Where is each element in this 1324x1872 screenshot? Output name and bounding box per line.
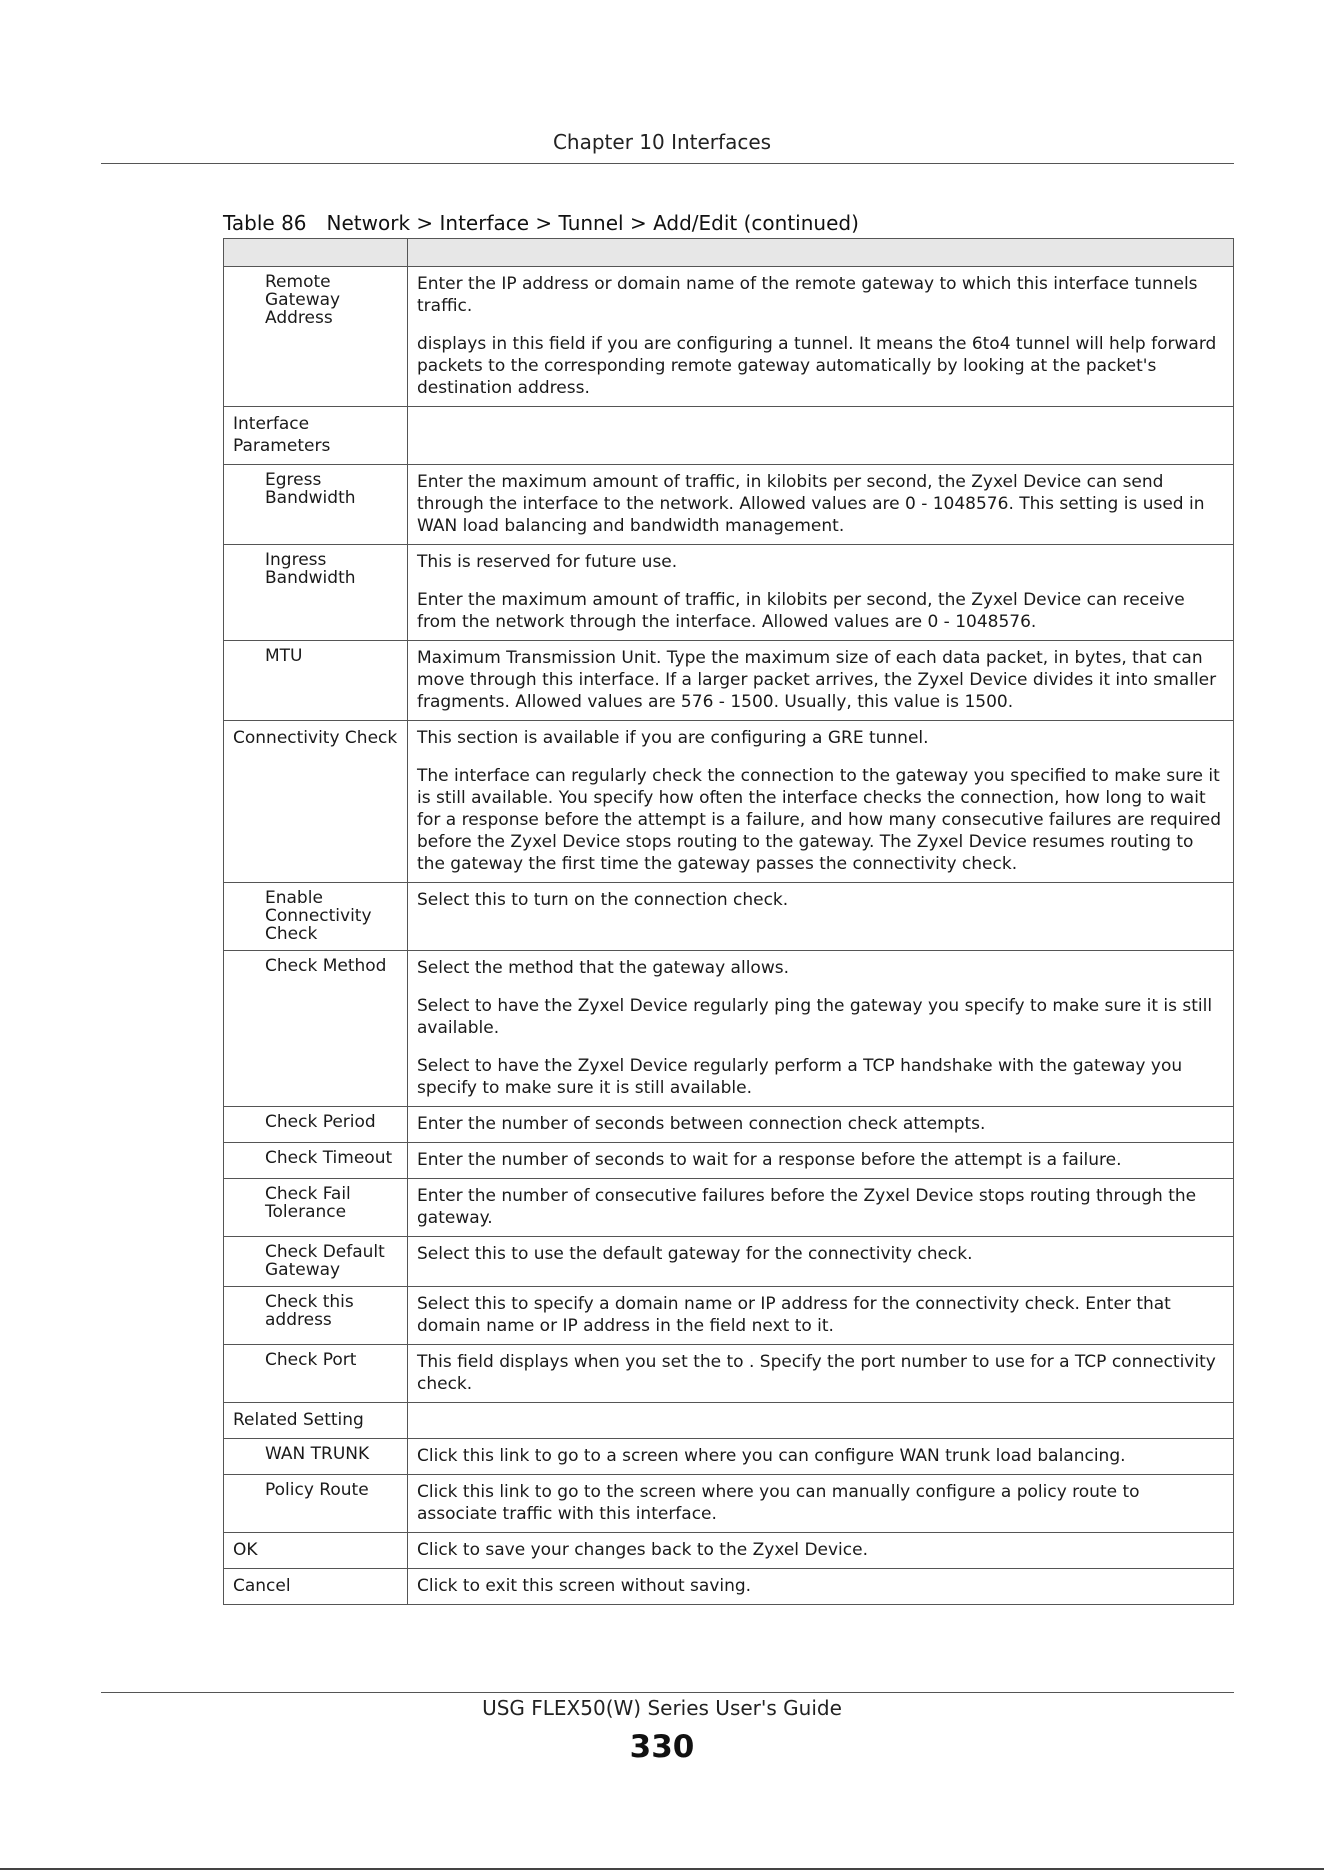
description-paragraph: Click to save your changes back to the Zyxel Device. (417, 1540, 868, 1560)
field-label: Remote Gateway Address (265, 272, 341, 328)
field-label-cell (224, 1237, 408, 1287)
table-row (224, 721, 1234, 883)
description-paragraph: Enter the maximum amount of traffic, in kilobits per second, the Zyxel Device can receive from the network through the interface. Allowed values are 0 - 1048576. (417, 590, 1185, 632)
field-label: Check Method (265, 956, 387, 976)
field-label-cell (224, 721, 408, 883)
field-label: Egress Bandwidth (265, 470, 356, 508)
field-description-cell (408, 1569, 1234, 1605)
description-paragraph: Enter the number of consecutive failures before the Zyxel Device stops routing through the gateway. (417, 1186, 1197, 1228)
field-label-cell (224, 1475, 408, 1533)
bottom-edge-line (0, 1868, 1324, 1870)
field-description-cell (408, 641, 1234, 721)
description-paragraph: Select the method that the gateway allows. (417, 958, 789, 978)
table-path: Network > Interface > Tunnel > Add/Edit (continued) (326, 211, 859, 235)
field-label: Check Port (265, 1350, 357, 1370)
table-header-row (224, 239, 1234, 267)
field-label-cell (224, 1107, 408, 1143)
table-row (224, 1107, 1234, 1143)
field-description-cell (408, 267, 1234, 407)
description-paragraph: Select to have the Zyxel Device regularly ping the gateway you specify to make sure it is still available. (417, 996, 1213, 1038)
field-label: Interface Parameters (233, 414, 331, 456)
field-label: Check Period (265, 1112, 376, 1132)
field-label-cell (224, 1287, 408, 1345)
table-row (224, 1569, 1234, 1605)
field-description-cell (408, 545, 1234, 641)
field-description-cell (408, 1179, 1234, 1237)
field-label-cell (224, 951, 408, 1107)
field-description-cell (408, 407, 1234, 465)
table-row (224, 1345, 1234, 1403)
field-label: Related Setting (233, 1410, 364, 1430)
field-label: Check Fail Tolerance (265, 1184, 351, 1222)
table-row (224, 1439, 1234, 1475)
table-caption (223, 211, 859, 235)
table-row (224, 883, 1234, 951)
field-description-cell (408, 1237, 1234, 1287)
footer-divider (101, 1692, 1234, 1693)
field-label: Ingress Bandwidth (265, 550, 356, 588)
field-label-cell (224, 1403, 408, 1439)
field-description-cell (408, 883, 1234, 951)
field-label: Check this address (265, 1292, 354, 1330)
header-cell-label (224, 239, 408, 267)
field-label-cell (224, 1569, 408, 1605)
table-row (224, 1143, 1234, 1179)
field-description-cell (408, 721, 1234, 883)
field-description-cell (408, 1143, 1234, 1179)
field-description-table (223, 238, 1234, 1605)
table-number: Table 86 (223, 211, 307, 235)
field-label: Check Default Gateway (265, 1242, 385, 1280)
field-description-cell (408, 1533, 1234, 1569)
field-label: OK (233, 1540, 258, 1560)
description-paragraph: This field displays when you set the to . Specify the port number to use for a TCP connectivity check. (417, 1352, 1216, 1394)
header-divider (101, 163, 1234, 164)
field-description-cell (408, 1475, 1234, 1533)
field-label: Cancel (233, 1576, 291, 1596)
table-row (224, 407, 1234, 465)
page-number: 330 (629, 1729, 695, 1765)
table-row (224, 545, 1234, 641)
field-description-cell (408, 1345, 1234, 1403)
table-row (224, 1179, 1234, 1237)
field-description-cell (408, 1107, 1234, 1143)
table-row (224, 951, 1234, 1107)
header-cell-description (408, 239, 1234, 267)
description-paragraph: This section is available if you are configuring a GRE tunnel. (417, 728, 929, 748)
field-label: Check Timeout (265, 1148, 393, 1168)
field-label: Connectivity Check (233, 728, 398, 748)
table-row (224, 641, 1234, 721)
guide-title: USG FLEX50(W) Series User's Guide (482, 1696, 842, 1720)
field-label-cell (224, 641, 408, 721)
table-row (224, 465, 1234, 545)
description-paragraph: Enter the number of seconds to wait for a response before the attempt is a failure. (417, 1150, 1122, 1170)
field-label-cell (224, 1533, 408, 1569)
field-description-cell (408, 1403, 1234, 1439)
description-paragraph: This is reserved for future use. (417, 552, 678, 572)
description-paragraph: Click to exit this screen without saving. (417, 1576, 752, 1596)
field-label-cell (224, 1439, 408, 1475)
description-paragraph: Select to have the Zyxel Device regularly perform a TCP handshake with the gateway you specify to make sure it is still available. (417, 1056, 1183, 1098)
field-label-cell (224, 1345, 408, 1403)
field-description-cell (408, 465, 1234, 545)
field-label-cell (224, 545, 408, 641)
field-label: Enable Connectivity Check (265, 888, 372, 944)
description-paragraph: Select this to use the default gateway for the connectivity check. (417, 1244, 973, 1264)
field-label-cell (224, 407, 408, 465)
table-row (224, 267, 1234, 407)
description-paragraph: Enter the IP address or domain name of the remote gateway to which this interface tunnels traffic. (417, 274, 1198, 316)
description-paragraph: Select this to specify a domain name or IP address for the connectivity check. Enter that domain name or IP address in the field next to it. (417, 1294, 1171, 1336)
table-row (224, 1237, 1234, 1287)
field-label-cell (224, 267, 408, 407)
description-paragraph: Enter the maximum amount of traffic, in kilobits per second, the Zyxel Device can send through the interface to the network. Allowed values are 0 - 1048576. This setting is used in WAN load balancing and bandwidth management. (417, 472, 1205, 536)
description-paragraph: Click this link to go to the screen where you can manually configure a policy route to associate traffic with this interface. (417, 1482, 1140, 1524)
table-row (224, 1533, 1234, 1569)
field-label-cell (224, 465, 408, 545)
chapter-title: Chapter 10 Interfaces (552, 130, 772, 154)
table-row (224, 1287, 1234, 1345)
field-label-cell (224, 883, 408, 951)
description-paragraph: Enter the number of seconds between connection check attempts. (417, 1114, 986, 1134)
field-description-cell (408, 1287, 1234, 1345)
field-label-cell (224, 1179, 408, 1237)
description-paragraph: Select this to turn on the connection check. (417, 890, 789, 910)
table-row (224, 1403, 1234, 1439)
description-paragraph: Maximum Transmission Unit. Type the maximum size of each data packet, in bytes, that can move through this interface. If a larger packet arrives, the Zyxel Device divides it into smaller fragments. Allowed values are 576 - 1500. Usually, this value is 1500. (417, 648, 1217, 712)
field-label: Policy Route (265, 1480, 369, 1500)
table-row (224, 1475, 1234, 1533)
field-label: MTU (265, 646, 303, 666)
field-label: WAN TRUNK (265, 1444, 370, 1464)
field-label-cell (224, 1143, 408, 1179)
field-description-cell (408, 1439, 1234, 1475)
description-paragraph: displays in this field if you are configuring a tunnel. It means the 6to4 tunnel will help forward packets to the corresponding remote gateway automatically by looking at the packet's destination address. (417, 334, 1217, 398)
field-description-cell (408, 951, 1234, 1107)
description-paragraph: The interface can regularly check the connection to the gateway you specified to make sure it is still available. You specify how often the interface checks the connection, how long to wait for a response before the attempt is a failure, and how many consecutive failures are required before the Zyxel Device stops routing to the gateway. The Zyxel Device resumes routing to the gateway the first time the gateway passes the connectivity check. (417, 766, 1222, 874)
description-paragraph: Click this link to go to a screen where you can configure WAN trunk load balancing. (417, 1446, 1126, 1466)
